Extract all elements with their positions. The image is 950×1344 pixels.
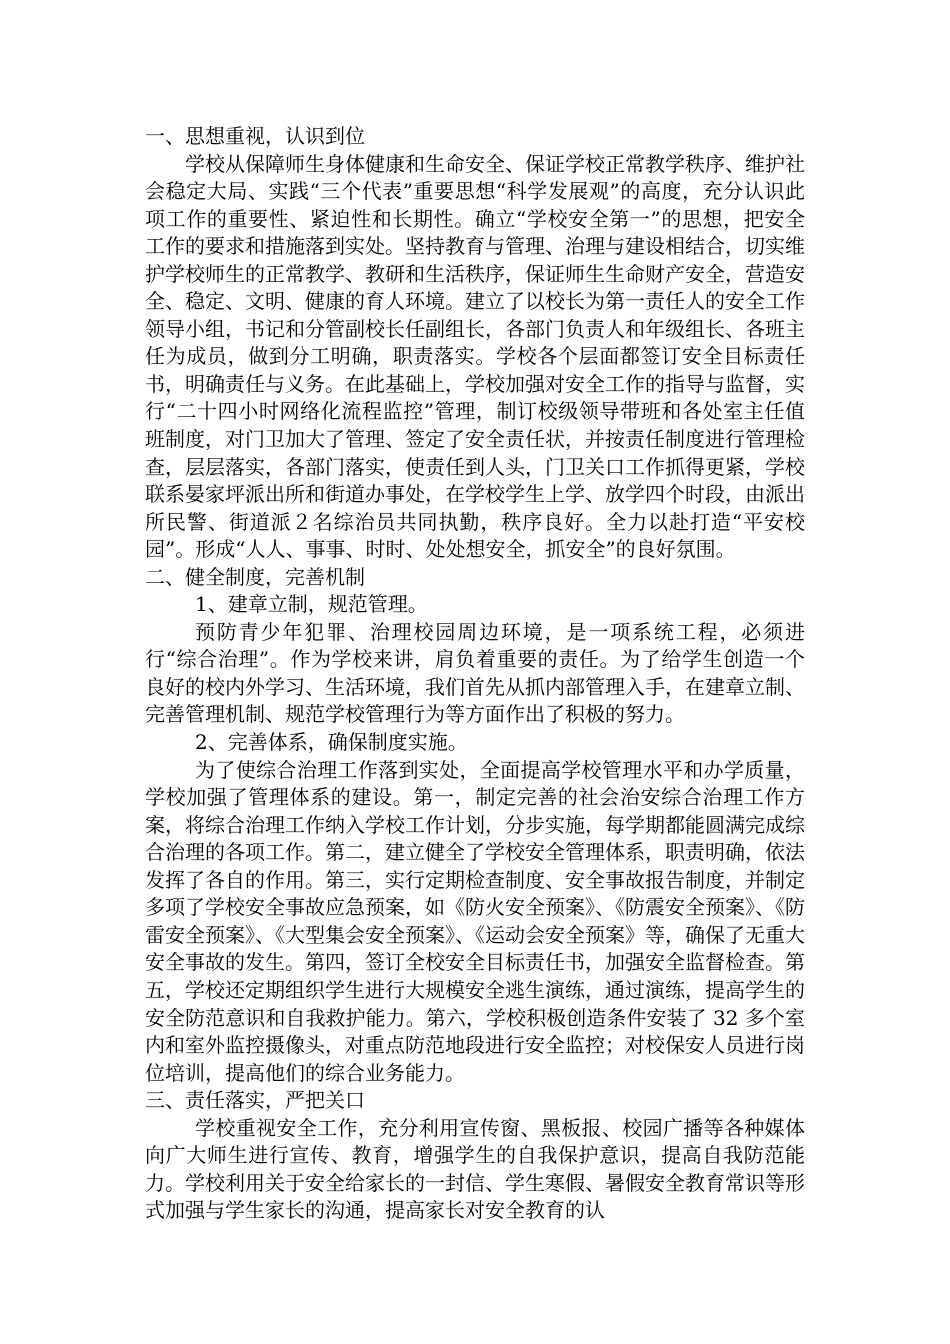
section-1-paragraph: 学校从保障师生身体健康和生命安全、保证学校正常教学秩序、维护社会稳定大局、实践“三个代表”重要思想“科学发展观”的高度，充分认识此项工作的重要性、紧迫性和长期性。确立“学校安全第一”的思想，把安全工作的要求和措施落到实处。坚持教育与管理、治理与建设相结合，切实维护学校师生的正常教学、教研和生活秩序，保证师生生命财产安全，营造安全、稳定、文明、健康的育人环境。建立了以校长为第一责任人的安全工作领导小组，书记和分管副校长任副组长，各部门负责人和年级组长、各班主任为成员，做到分工明确，职责落实。学校各个层面都签订安全目标责任书，明确责任与义务。在此基础上，学校加强对安全工作的指导与监督，实行“二十四小时网络化流程监控”管理，制订校级领导带班和各处室主任值班制度，对门卫加大了管理、签定了安全责任状，并按责任制度进行管理检查，层层落实，各部门落实，使责任到人头，门卫关口工作抓得更紧，学校联系晏家坪派出所和街道办事处，在学校学生上学、放学四个时段，由派出所民警、街道派２名综治员共同执勤，秩序良好。全力以赴打造“平安校园”。形成“人人、事事、时时、处处想安全，抓安全”的良好氛围。 (145, 151, 805, 562)
section-3-heading: 三、责任落实，严把关口 (145, 1088, 365, 1113)
section-1-heading: 一、思想重视，认识到位 (145, 124, 365, 148)
section-2-subheading-2: 2、完善体系，确保制度实施。 (195, 730, 468, 755)
section-2-paragraph-2: 为了使综合治理工作落到实处，全面提高学校管理水平和办学质量，学校加强了管理体系的建设。第一，制定完善的社会治安综合治理工作方案，将综合治理工作纳入学校工作计划，分步实施，每学期都能圆满完成综合治理的各项工作。第二，建立健全了学校安全管理体系，职责明确，依法发挥了各自的作用。第三，实行定期检查制度、安全事故报告制度，并制定多项了学校安全事故应急预案，如《防火安全预案》、《防震安全预案》、《防雷安全预案》、《大型集会安全预案》、《运动会安全预案》等，确保了无重大安全事故的发生。第四，签订全校安全目标责任书，加强安全监督检查。第五，学校还定期组织学生进行大规模安全逃生演练，通过演练，提高学生的安全防范意识和自我救护能力。第六，学校积极创造条件安装了 32 多个室内和室外监控摄像头，对重点防范地段进行安全监控；对校保安人员进行岗位培训，提高他们的综合业务能力。 (145, 757, 805, 1085)
section-3-paragraph: 学校重视安全工作，充分利用宣传窗、黑板报、校园广播等各种媒体向广大师生进行宣传、教育，增强学生的自我保护意识，提高自我防范能力。学校利用关于安全给家长的一封信、学生寒假、暑假安全教育常识等形式加强与学生家长的沟通，提高家长对安全教育的认 (145, 1115, 805, 1223)
section-2-paragraph-1: 预防青少年犯罪、治理校园周边环境，是一项系统工程，必须进行“综合治理”。作为学校来讲，肩负着重要的责任。为了给学生创造一个良好的校内外学习、生活环境，我们首先从抓内部管理入手，在建章立制、完善管理机制、规范学校管理行为等方面作出了积极的努力。 (145, 619, 805, 727)
section-2-subheading-1: 1、建章立制，规范管理。 (195, 592, 428, 617)
document-page (145, 123, 805, 1225)
section-2-heading: 二、健全制度，完善机制 (145, 564, 365, 589)
